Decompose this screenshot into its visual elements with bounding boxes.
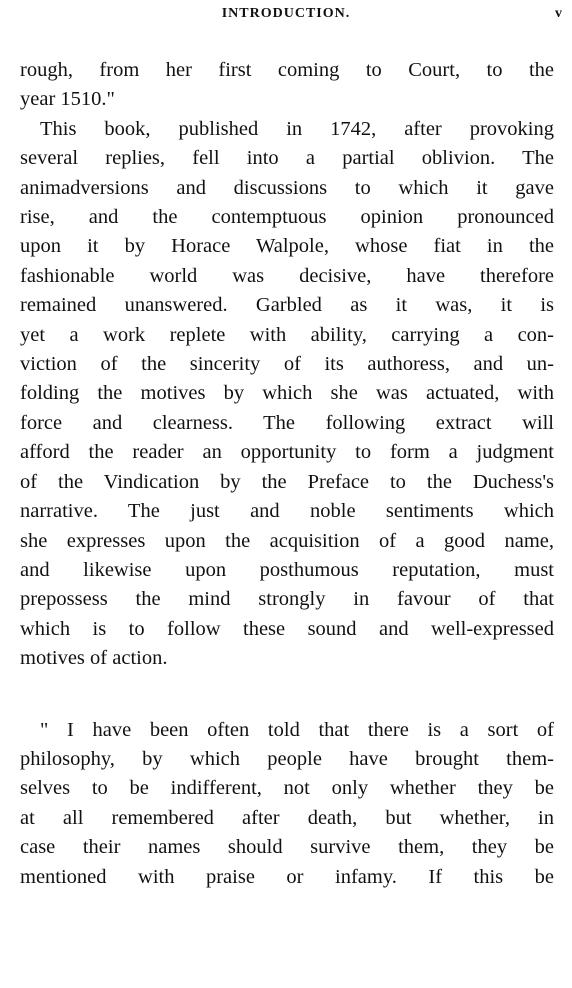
- text-line: This book, published in 1742, after provoking: [40, 117, 554, 140]
- paragraph-gap: [20, 674, 554, 716]
- page-number: v: [555, 6, 562, 21]
- page-body: [20, 56, 554, 892]
- text-line: yet a work replete with ability, carrying a con-: [20, 323, 554, 346]
- text-line: animadversions and discussions to which it gave: [20, 176, 554, 199]
- text-line: motives of action.: [20, 647, 168, 670]
- text-line: mentioned with praise or infamy. If this be: [20, 865, 554, 888]
- quoted-paragraph: [20, 716, 554, 892]
- text-line: " I have been often told that there is a sort of: [40, 718, 554, 741]
- text-line: remained unanswered. Garbled as it was, it is: [20, 294, 554, 317]
- text-line: force and clearness. The following extract will: [20, 411, 554, 434]
- text-line: narrative. The just and noble sentiments which: [20, 500, 554, 523]
- text-line: prepossess the mind strongly in favour of that: [20, 588, 554, 611]
- text-line: and likewise upon posthumous reputation, must: [20, 558, 554, 581]
- text-line: year 1510.": [20, 88, 115, 111]
- text-line: rise, and the contemptuous opinion pronounced: [20, 206, 554, 229]
- text-line: case their names should survive them, they be: [20, 836, 554, 859]
- text-line: rough, from her first coming to Court, to the: [20, 59, 554, 81]
- text-line: several replies, fell into a partial oblivion. The: [20, 147, 554, 170]
- paragraph: [20, 56, 554, 115]
- page-header: [0, 6, 572, 28]
- text-line: fashionable world was decisive, have therefore: [20, 264, 554, 287]
- text-line: upon it by Horace Walpole, whose fiat in the: [20, 235, 554, 258]
- text-line: which is to follow these sound and well-expressed: [20, 617, 554, 640]
- text-line: folding the motives by which she was actuated, with: [20, 382, 554, 405]
- paragraph: [20, 115, 554, 674]
- running-title: INTRODUCTION.: [221, 6, 351, 21]
- text-line: afford the reader an opportunity to form a judgment: [20, 441, 554, 464]
- text-line: at all remembered after death, but whether, in: [20, 806, 554, 829]
- text-line: she expresses upon the acquisition of a good name,: [20, 529, 554, 552]
- text-line: philosophy, by which people have brought them-: [20, 747, 554, 770]
- text-line: viction of the sincerity of its authoress, and un-: [20, 353, 554, 376]
- text-line: selves to be indifferent, not only whether they be: [20, 777, 554, 800]
- text-line: of the Vindication by the Preface to the Duchess's: [20, 470, 554, 493]
